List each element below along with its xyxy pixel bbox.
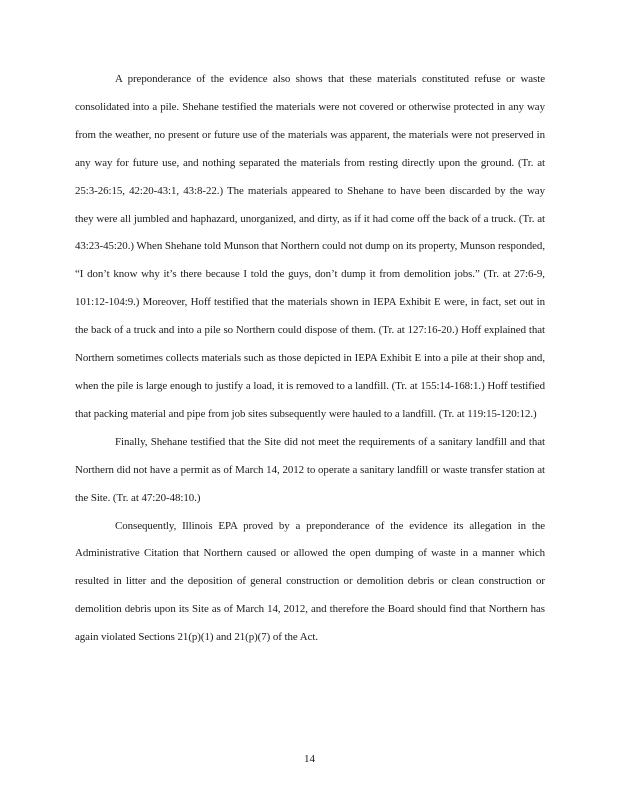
document-body [75,66,545,652]
paragraph-conclusion: Consequently, Illinois EPA proved by a preponderance of the evidence its allegation in the Administrative Citation that Northern caused or allowed the open dumping of waste in a manner which resulted in litter and the deposition of general construction or demolition debris or clean construction or demolition debris upon its Site as of March 14, 2012, and therefore the Board should find that Northern has again violated Sections 21(p)(1) and 21(p)(7) of the Act. [75,519,545,644]
paragraph-sanitary-landfill: Finally, Shehane testified that the Site did not meet the requirements of a sanitary landfill and that Northern did not have a permit as of March 14, 2012 to operate a sanitary landfill or waste transfer station at the Site. (Tr. at 47:20-48:10.) [75,435,545,504]
page-number: 14 [304,753,315,765]
paragraph-evidence-refuse-pile: A preponderance of the evidence also shows that these materials constituted refuse or waste consolidated into a pile. Shehane testified the materials were not covered or otherwise protected in any way from the weather, no present or future use of the materials was apparent, the materials were not preserved in any way for future use, and nothing separated the materials from resting directly upon the ground. (Tr. at 25:3-26:15, 42:20-43:1, 43:8-22.) The materials appeared to Shehane to have been discarded by the way they were all jumbled and haphazard, unorganized, and dirty, as if it had come off the back of a truck. (Tr. at 43:23-45:20.) When Shehane told Munson that Northern could not dump on its property, Munson responded, “I don’t know why it’s there because I told the guys, don’t dump it from demolition jobs.” (Tr. at 27:6-9, 101:12-104:9.) Moreover, Hoff testified that the materials shown in IEPA Exhibit E were, in fact, set out in the back of a truck and into a pile so Northern could dispose of them. (Tr. at 127:16-20.) Hoff explained that Northern sometimes collects materials such as those depicted in IEPA Exhibit E into a pile at their shop and, when the pile is large enough to justify a load, it is removed to a landfill. (Tr. at 155:14-168:1.) Hoff testified that packing material and pipe from job sites subsequently were hauled to a landfill. (Tr. at 119:15-120:12.) [75,73,545,420]
